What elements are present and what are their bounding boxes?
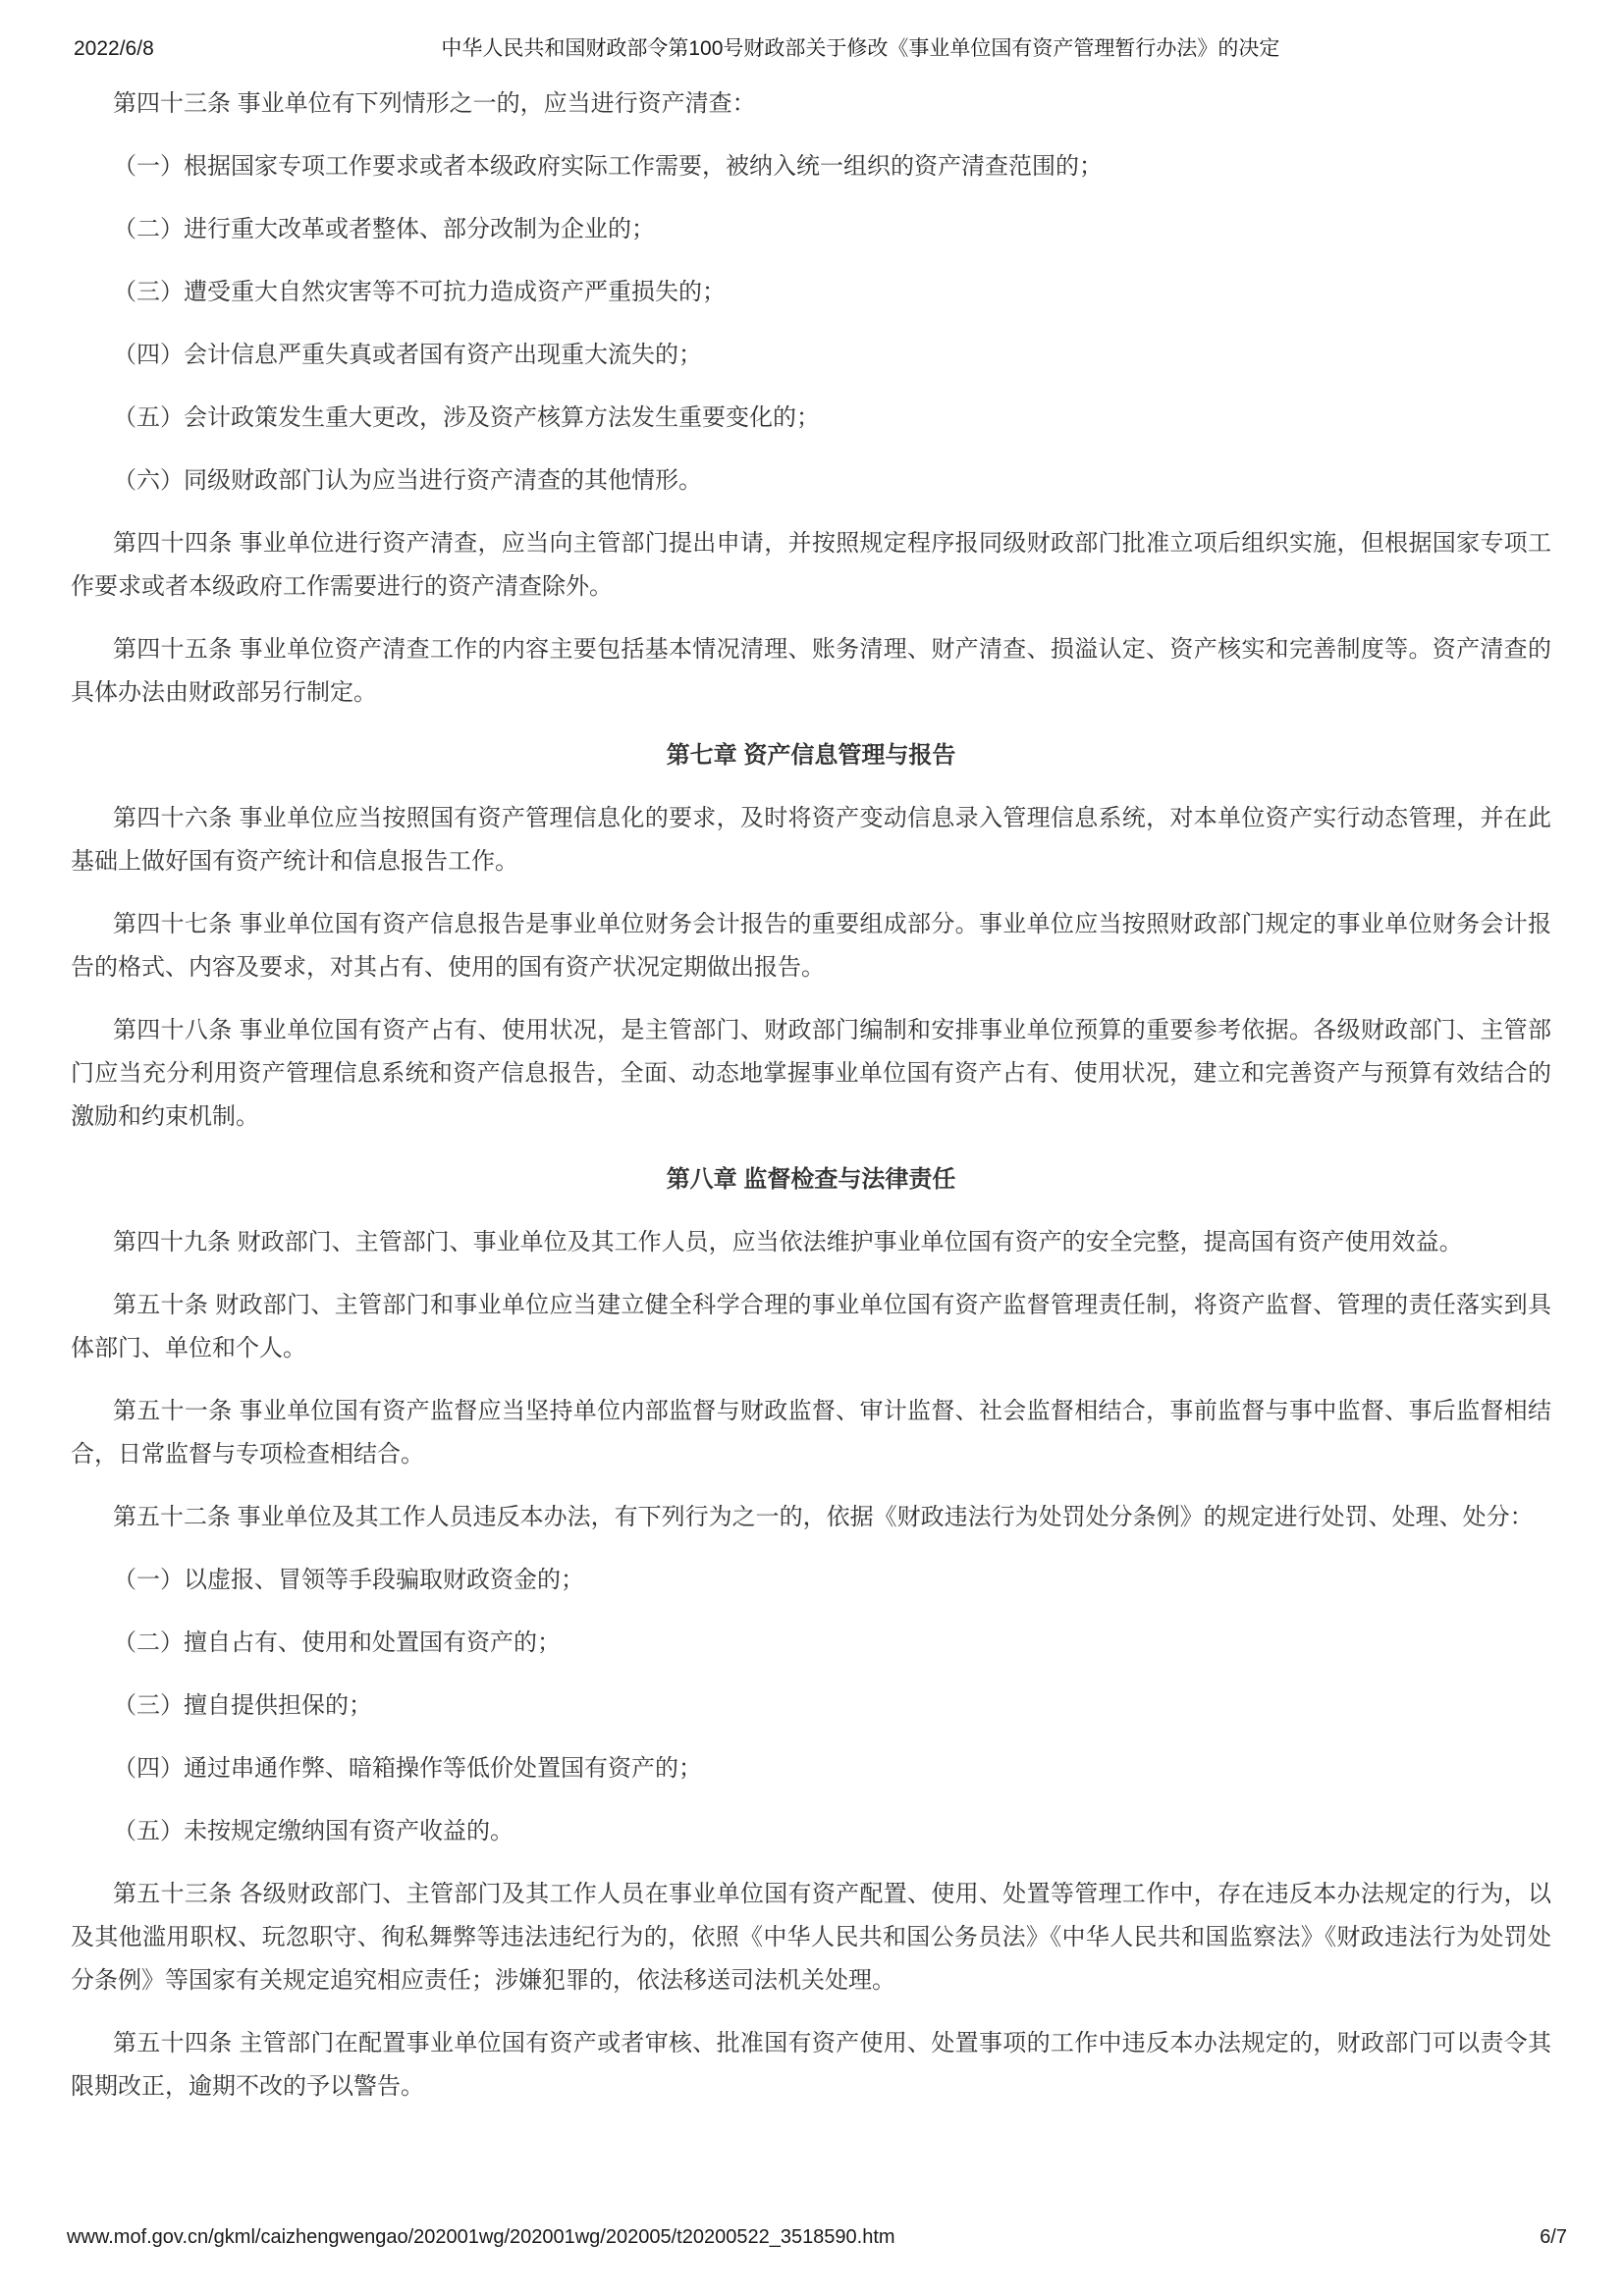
list-item: （三）擅自提供担保的； [113,1692,372,1719]
chapter-heading: 第八章 监督检查与法律责任 [666,1166,956,1193]
article-paragraph: 第五十三条 各级财政部门、主管部门及其工作人员在事业单位国有资产配置、使用、处置等管理工作中，存在违反本办法规定的行为，以及其他滥用职权、玩忽职守、徇私舞弊等违法违纪行为的，依照《中华人民共和国公务员法》《中华人民共和国监察法》《财政违法行为处罚处分条例》等国家有关规定追究相应责任；涉嫌犯罪的，依法移送司法机关处理。 [71,1881,1551,1994]
list-item: （五）会计政策发生重大更改，涉及资产核算方法发生重要变化的； [113,404,820,431]
article-paragraph: 第四十九条 财政部门、主管部门、事业单位及其工作人员，应当依法维护事业单位国有资产的安全完整，提高国有资产使用效益。 [113,1229,1463,1255]
list-item: （三）遭受重大自然灾害等不可抗力造成资产严重损失的； [113,279,726,305]
header-date: 2022/6/8 [74,37,154,60]
list-item: （一）以虚报、冒领等手段骗取财政资金的； [113,1567,584,1593]
list-item: （五）未按规定缴纳国有资产收益的。 [113,1818,514,1844]
list-item: （四）会计信息严重失真或者国有资产出现重大流失的； [113,342,702,368]
footer-url: www.mof.gov.cn/gkml/caizhengwengao/202001wg/202001wg/202005/t20200522_3518590.htm [67,2226,895,2248]
article-paragraph: 第四十三条 事业单位有下列情形之一的，应当进行资产清查： [113,90,756,117]
header-title: 中华人民共和国财政部令第100号财政部关于修改《事业单位国有资产管理暂行办法》的决定 [441,37,1280,60]
list-item: （六）同级财政部门认为应当进行资产清查的其他情形。 [113,467,702,494]
print-footer [67,2224,1567,2250]
article-paragraph: 第五十一条 事业单位国有资产监督应当坚持单位内部监督与财政监督、审计监督、社会监督相结合，事前监督与事中监督、事后监督相结合，日常监督与专项检查相结合。 [71,1398,1551,1468]
article-paragraph: 第五十条 财政部门、主管部门和事业单位应当建立健全科学合理的事业单位国有资产监督管理责任制，将资产监督、管理的责任落实到具体部门、单位和个人。 [71,1292,1551,1362]
article-paragraph: 第四十四条 事业单位进行资产清查，应当向主管部门提出申请，并按照规定程序报同级财政部门批准立项后组织实施，但根据国家专项工作要求或者本级政府工作需要进行的资产清查除外。 [71,530,1551,600]
list-item: （二）进行重大改革或者整体、部分改制为企业的； [113,216,655,242]
article-paragraph: 第四十八条 事业单位国有资产占有、使用状况，是主管部门、财政部门编制和安排事业单位预算的重要参考依据。各级财政部门、主管部门应当充分利用资产管理信息系统和资产信息报告，全面、动态地掌握事业单位国有资产占有、使用状况，建立和完善资产与预算有效结合的激励和约束机制。 [71,1017,1551,1130]
chapter-heading: 第七章 资产信息管理与报告 [666,742,956,769]
article-paragraph: 第四十七条 事业单位国有资产信息报告是事业单位财务会计报告的重要组成部分。事业单位应当按照财政部门规定的事业单位财务会计报告的格式、内容及要求，对其占有、使用的国有资产状况定期做出报告。 [71,911,1551,981]
list-item: （二）擅自占有、使用和处置国有资产的； [113,1629,561,1656]
list-item: （一）根据国家专项工作要求或者本级政府实际工作需要，被纳入统一组织的资产清查范围的； [113,153,1103,180]
print-header [74,35,1567,63]
article-paragraph: 第四十六条 事业单位应当按照国有资产管理信息化的要求，及时将资产变动信息录入管理信息系统，对本单位资产实行动态管理，并在此基础上做好国有资产统计和信息报告工作。 [71,805,1551,875]
article-paragraph: 第四十五条 事业单位资产清查工作的内容主要包括基本情况清理、账务清理、财产清查、损溢认定、资产核实和完善制度等。资产清查的具体办法由财政部另行制定。 [71,636,1551,706]
document-body [71,82,1551,2128]
footer-page-number: 6/7 [1540,2226,1567,2248]
list-item: （四）通过串通作弊、暗箱操作等低价处置国有资产的； [113,1755,702,1782]
article-paragraph: 第五十四条 主管部门在配置事业单位国有资产或者审核、批准国有资产使用、处置事项的工作中违反本办法规定的，财政部门可以责令其限期改正，逾期不改的予以警告。 [71,2030,1551,2100]
article-paragraph: 第五十二条 事业单位及其工作人员违反本办法，有下列行为之一的，依据《财政违法行为处罚处分条例》的规定进行处罚、处理、处分： [113,1504,1534,1530]
